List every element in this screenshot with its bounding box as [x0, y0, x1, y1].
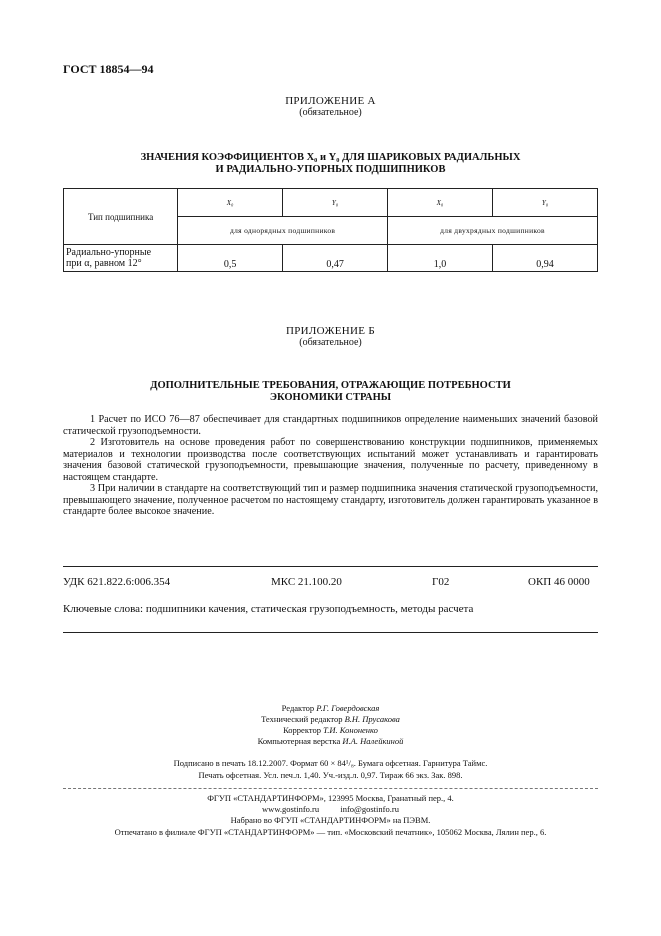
publisher-contacts — [0, 804, 661, 814]
okp-code: ОКП 46 0000 — [528, 576, 590, 588]
cell-y0-single: 0,47 — [283, 245, 388, 272]
credit-corrector-name: Т.И. Кононенко — [323, 725, 378, 735]
column-header-x0-double: X₀ — [388, 189, 493, 217]
publisher-web: www.gostinfo.ru — [262, 804, 320, 814]
group-code: Г02 — [432, 576, 450, 588]
paragraph-1: 1 Расчет по ИСО 76—87 обеспечивает для стандартных подшипников определение наименьших значений базовой статической грузоподъемности. — [63, 414, 598, 437]
credit-editor-name: Р.Г. Говердовская — [316, 703, 380, 713]
cell-y0-double: 0,94 — [492, 245, 597, 272]
appendix-b-heading-line1: ДОПОЛНИТЕЛЬНЫЕ ТРЕБОВАНИЯ, ОТРАЖАЮЩИЕ ПОТРЕБНОСТИ — [150, 380, 511, 391]
credit-corrector — [0, 725, 661, 735]
appendix-a-note: (обязательное) — [299, 107, 362, 118]
paragraph-2: 2 Изготовитель на основе проведения работ по совершенствованию конструкции подшипников, применяемых материалов и технологии производства после соответствующих испытаний может устанавливать и гарантировать значения базовой статической грузоподъемности, превышающие значения, полученные по расчету, приведенному в настоящем стандарте. — [63, 437, 598, 483]
credit-tech-editor — [0, 714, 661, 724]
dashed-divider — [63, 788, 598, 789]
appendix-a-heading-line2: И РАДИАЛЬНО-УПОРНЫХ ПОДШИПНИКОВ — [215, 164, 446, 175]
credit-tech-editor-label: Технический редактор — [261, 714, 343, 724]
appendix-b-title: ПРИЛОЖЕНИЕ Б — [286, 325, 375, 337]
cell-x0-double: 1,0 — [388, 245, 493, 272]
credit-layout-label: Компьютерная верстка — [257, 736, 341, 746]
print-line-1: Подписано в печать 18.12.2007. Формат 60 × 84¹/₈. Бумага офсетная. Гарнитура Таймс. — [173, 758, 488, 768]
appendix-a-heading-line1: ЗНАЧЕНИЯ КОЭФФИЦИЕНТОВ X₀ и Y₀ ДЛЯ ШАРИКОВЫХ РАДИАЛЬНЫХ — [140, 152, 521, 163]
print-line-2: Печать офсетная. Усл. печ.л. 1,40. Уч.-изд.л. 0,97. Тираж 66 экз. Зак. 898. — [198, 770, 463, 780]
appendix-a-title: ПРИЛОЖЕНИЕ А — [285, 95, 376, 107]
row-label-line2: при α, равном 12° — [66, 258, 142, 269]
credit-editor-label: Редактор — [281, 703, 315, 713]
publisher-line-3: Набрано во ФГУП «СТАНДАРТИНФОРМ» на ПЭВМ. — [230, 815, 431, 825]
credit-corrector-label: Корректор — [283, 725, 321, 735]
column-header-x0-single: X₀ — [178, 189, 283, 217]
publisher-line-1: ФГУП «СТАНДАРТИНФОРМ», 123995 Москва, Гранатный пер., 4. — [207, 793, 454, 803]
coefficient-table — [63, 188, 598, 272]
appendix-b-note: (обязательное) — [299, 337, 362, 348]
group-header-double: для двухрядных подшипников — [388, 217, 598, 245]
table-row — [64, 245, 598, 272]
column-header-type: Тип подшипника — [64, 189, 178, 245]
divider-bottom — [63, 632, 598, 633]
appendix-b-heading-line2: ЭКОНОМИКИ СТРАНЫ — [269, 392, 392, 403]
column-header-y0-single: Y₀ — [283, 189, 388, 217]
row-label-line1: Радиально-упорные — [66, 247, 152, 258]
row-label — [64, 245, 178, 272]
credit-layout-name: И.А. Налейкиной — [342, 736, 404, 746]
credit-tech-editor-name: В.Н. Прусакова — [344, 714, 400, 724]
publisher-line-4: Отпечатано в филиале ФГУП «СТАНДАРТИНФОРМ» — тип. «Московский печатник», 105062 Москва, Лялин пер., 6. — [114, 827, 547, 837]
keywords: Ключевые слова: подшипники качения, статическая грузоподъемность, методы расчета — [63, 603, 474, 615]
publisher-email: info@gostinfo.ru — [340, 804, 399, 814]
divider-top — [63, 566, 598, 567]
cell-x0-single: 0,5 — [178, 245, 283, 272]
group-header-single: для однорядных подшипников — [178, 217, 388, 245]
column-header-y0-double: Y₀ — [492, 189, 597, 217]
mks-code: МКС 21.100.20 — [271, 576, 342, 588]
credit-layout — [0, 736, 661, 746]
udk-code: УДК 621.822.6:006.354 — [63, 576, 171, 588]
paragraph-3: 3 При наличии в стандарте на соответствующий тип и размер подшипника значения статической грузоподъемности, превышающего значение, полученное расчетом по настоящему стандарту, изготовитель должен гарантировать указанное в стандарте более высокое значение. — [63, 483, 598, 517]
standard-id: ГОСТ 18854—94 — [63, 62, 154, 76]
credit-editor — [0, 703, 661, 713]
